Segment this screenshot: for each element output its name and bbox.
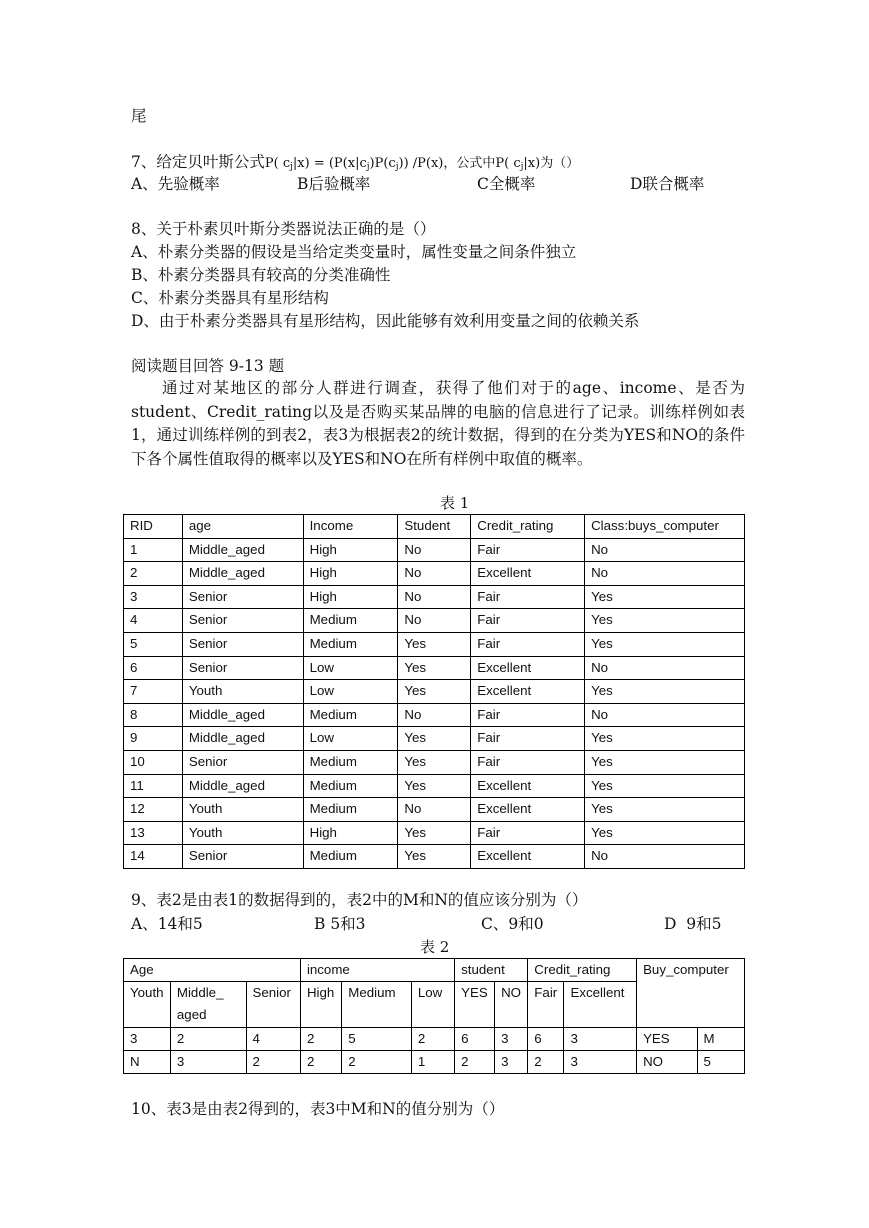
table-cell: Middle_aged xyxy=(182,703,303,727)
table-cell: 1 xyxy=(124,538,183,562)
table-2-group-row xyxy=(124,959,745,982)
table-cell: Excellent xyxy=(471,562,585,586)
table-cell: High xyxy=(303,538,398,562)
page-fragment: 尾 xyxy=(131,107,147,125)
table-cell: Yes xyxy=(398,632,471,656)
table-cell: Yes xyxy=(585,727,745,751)
table-1-row xyxy=(124,656,745,680)
table-cell: Medium xyxy=(303,798,398,822)
question-7-option-c: C全概率 xyxy=(477,175,536,193)
table-1-column-header: Student xyxy=(398,515,471,539)
table-cell: No xyxy=(585,538,745,562)
table-cell: 2 xyxy=(300,1028,341,1051)
table-cell: Medium xyxy=(303,703,398,727)
table-cell: 6 xyxy=(124,656,183,680)
table-cell: Excellent xyxy=(471,798,585,822)
table-cell: No xyxy=(398,562,471,586)
table-cell: Excellent xyxy=(471,845,585,869)
table-cell: Senior xyxy=(182,609,303,633)
table-1-row xyxy=(124,680,745,704)
table-cell: 3 xyxy=(495,1051,528,1074)
table-2-group-header: Age xyxy=(124,959,301,982)
table-1-row xyxy=(124,562,745,586)
table-2-group-header: Buy_computer xyxy=(637,959,745,1028)
table-cell: 2 xyxy=(300,1051,341,1074)
table-cell: Fair xyxy=(471,703,585,727)
table-cell: 3 xyxy=(124,1028,171,1051)
table-cell: 14 xyxy=(124,845,183,869)
table-2-subheader: High xyxy=(300,982,341,1028)
table-cell: Senior xyxy=(182,585,303,609)
table-cell: Yes xyxy=(398,680,471,704)
table-1-row xyxy=(124,632,745,656)
table-cell: Low xyxy=(303,656,398,680)
table-1-caption: 表 1 xyxy=(440,494,470,512)
table-cell: 8 xyxy=(124,703,183,727)
table-1-row xyxy=(124,727,745,751)
table-2-group-header: Credit_rating xyxy=(528,959,637,982)
table-cell: NO xyxy=(637,1051,697,1074)
table-cell: Middle_aged xyxy=(182,562,303,586)
table-cell: 13 xyxy=(124,821,183,845)
table-cell: Youth xyxy=(182,798,303,822)
table-cell: Yes xyxy=(398,727,471,751)
table-cell: Excellent xyxy=(471,656,585,680)
table-cell: No xyxy=(398,538,471,562)
table-1-column-header: Credit_rating xyxy=(471,515,585,539)
table-cell: 2 xyxy=(455,1051,495,1074)
table-cell: Fair xyxy=(471,727,585,751)
question-8-option-b: B、朴素分类器具有较高的分类准确性 xyxy=(131,266,391,284)
table-cell: 9 xyxy=(124,727,183,751)
table-1-row xyxy=(124,750,745,774)
table-cell: Medium xyxy=(303,750,398,774)
table-1-row xyxy=(124,798,745,822)
table-2-subheader: NO xyxy=(495,982,528,1028)
table-cell: Low xyxy=(303,727,398,751)
question-8-option-d: D、由于朴素分类器具有星形结构，因此能够有效利用变量之间的依赖关系 xyxy=(131,312,640,330)
question-9-option-a: A、14和5 xyxy=(131,915,203,933)
table-cell: Yes xyxy=(585,750,745,774)
table-1-row xyxy=(124,585,745,609)
table-cell: 6 xyxy=(455,1028,495,1051)
table-cell: Youth xyxy=(182,680,303,704)
question-8-option-c: C、朴素分类器具有星形结构 xyxy=(131,289,329,307)
table-cell: N xyxy=(124,1051,171,1074)
table-1-row xyxy=(124,821,745,845)
table-cell: 4 xyxy=(124,609,183,633)
table-cell: 3 xyxy=(495,1028,528,1051)
question-7-option-b: B后验概率 xyxy=(297,175,371,193)
table-cell: Yes xyxy=(398,656,471,680)
table-cell: Fair xyxy=(471,821,585,845)
table-cell: No xyxy=(585,656,745,680)
table-cell: Senior xyxy=(182,845,303,869)
question-9-option-d: D 9和5 xyxy=(664,915,722,933)
table-cell: 3 xyxy=(564,1028,637,1051)
table-cell: Yes xyxy=(585,585,745,609)
table-cell: High xyxy=(303,821,398,845)
table-cell: No xyxy=(585,845,745,869)
table-cell: 12 xyxy=(124,798,183,822)
table-1 xyxy=(123,514,745,869)
table-cell: No xyxy=(398,798,471,822)
table-cell: Fair xyxy=(471,538,585,562)
table-cell: 1 xyxy=(411,1051,454,1074)
table-cell: 5 xyxy=(124,632,183,656)
table-cell: 3 xyxy=(564,1051,637,1074)
table-cell: Senior xyxy=(182,656,303,680)
table-1-row xyxy=(124,774,745,798)
table-cell: Fair xyxy=(471,609,585,633)
table-1-row xyxy=(124,609,745,633)
table-1-row xyxy=(124,703,745,727)
table-2-row xyxy=(124,1051,745,1074)
table-2-subheader: Fair xyxy=(528,982,564,1028)
table-cell: Yes xyxy=(585,798,745,822)
table-cell: 2 xyxy=(342,1051,412,1074)
table-cell: 11 xyxy=(124,774,183,798)
table-cell: Yes xyxy=(585,632,745,656)
question-9-option-c: C、9和0 xyxy=(481,915,544,933)
table-1-column-header: age xyxy=(182,515,303,539)
table-cell: Middle_aged xyxy=(182,727,303,751)
reading-heading: 阅读题目回答 9-13 题 xyxy=(131,357,285,375)
table-1-column-header: Class:buys_computer xyxy=(585,515,745,539)
table-cell: 7 xyxy=(124,680,183,704)
table-cell: 4 xyxy=(246,1028,300,1051)
table-cell: Medium xyxy=(303,774,398,798)
table-2-group-header: income xyxy=(300,959,454,982)
table-1-header-row xyxy=(124,515,745,539)
table-cell: 2 xyxy=(411,1028,454,1051)
question-7-option-d: D联合概率 xyxy=(630,175,705,193)
table-cell: Senior xyxy=(182,750,303,774)
table-1-column-header: RID xyxy=(124,515,183,539)
table-cell: Middle_aged xyxy=(182,538,303,562)
table-cell: Fair xyxy=(471,750,585,774)
question-7-stem: 7、给定贝叶斯公式P( $c_j|x) = (P(x|c_j)P(c_j))$ /P(x)，公式中P( $c_j|x$)为（） xyxy=(131,153,580,172)
table-2-subheader: Excellent xyxy=(564,982,637,1028)
table-cell: Yes xyxy=(585,821,745,845)
table-cell: 6 xyxy=(528,1028,564,1051)
table-cell: No xyxy=(585,703,745,727)
table-2-caption: 表 2 xyxy=(420,938,450,956)
table-cell: 5 xyxy=(697,1051,744,1074)
table-2-subheader: Low xyxy=(411,982,454,1028)
table-2-row xyxy=(124,1028,745,1051)
table-cell: Yes xyxy=(398,845,471,869)
reading-paragraph: 通过对某地区的部分人群进行调查，获得了他们对于的age、income、是否为student、Credit_rating以及是否购买某品牌的电脑的信息进行了记录。训练样例如表1，通过训练样例的到表2，表3为根据表2的统计数据，得到的在分类为YES和NO的条件下各个属性值取得的概率以及YES和NO在所有样例中取值的概率。 xyxy=(131,379,745,468)
table-1-row xyxy=(124,538,745,562)
table-cell: Excellent xyxy=(471,680,585,704)
question-9-stem: 9、表2是由表1的数据得到的，表2中的M和N的值应该分别为（） xyxy=(131,891,588,909)
table-cell: YES xyxy=(637,1028,697,1051)
table-cell: Medium xyxy=(303,609,398,633)
question-7-option-a: A、先验概率 xyxy=(131,175,220,193)
table-2-subheader: YES xyxy=(455,982,495,1028)
table-cell: 3 xyxy=(124,585,183,609)
table-cell: 2 xyxy=(246,1051,300,1074)
table-cell: Medium xyxy=(303,845,398,869)
table-2-group-header: student xyxy=(455,959,528,982)
table-cell: No xyxy=(398,703,471,727)
question-10-stem: 10、表3是由表2得到的，表3中M和N的值分别为（） xyxy=(131,1100,505,1118)
table-cell: Senior xyxy=(182,632,303,656)
table-2-subheader: Middle_ aged xyxy=(170,982,246,1028)
table-cell: Yes xyxy=(585,774,745,798)
table-cell: 2 xyxy=(528,1051,564,1074)
table-cell: No xyxy=(398,585,471,609)
table-2 xyxy=(123,958,745,1074)
question-9-option-b: B 5和3 xyxy=(314,915,366,933)
table-cell: Yes xyxy=(398,750,471,774)
table-1-column-header: Income xyxy=(303,515,398,539)
question-8-stem: 8、关于朴素贝叶斯分类器说法正确的是（） xyxy=(131,220,436,238)
table-cell: Yes xyxy=(398,821,471,845)
table-cell: Yes xyxy=(585,609,745,633)
table-cell: Fair xyxy=(471,585,585,609)
table-cell: Fair xyxy=(471,632,585,656)
table-2-subheader: Youth xyxy=(124,982,171,1028)
question-8-option-a: A、朴素分类器的假设是当给定类变量时，属性变量之间条件独立 xyxy=(131,243,577,261)
table-cell: High xyxy=(303,562,398,586)
table-cell: 5 xyxy=(342,1028,412,1051)
table-cell: Yes xyxy=(585,680,745,704)
table-cell: 3 xyxy=(170,1051,246,1074)
table-2-subheader: Senior xyxy=(246,982,300,1028)
table-cell: Youth xyxy=(182,821,303,845)
table-cell: No xyxy=(398,609,471,633)
table-cell: Yes xyxy=(398,774,471,798)
table-cell: Excellent xyxy=(471,774,585,798)
table-cell: 2 xyxy=(124,562,183,586)
table-cell: Low xyxy=(303,680,398,704)
table-cell: No xyxy=(585,562,745,586)
table-cell: M xyxy=(697,1028,744,1051)
table-cell: Middle_aged xyxy=(182,774,303,798)
table-cell: Medium xyxy=(303,632,398,656)
table-cell: 10 xyxy=(124,750,183,774)
table-1-row xyxy=(124,845,745,869)
table-cell: High xyxy=(303,585,398,609)
table-cell: 2 xyxy=(170,1028,246,1051)
table-2-subheader: Medium xyxy=(342,982,412,1028)
